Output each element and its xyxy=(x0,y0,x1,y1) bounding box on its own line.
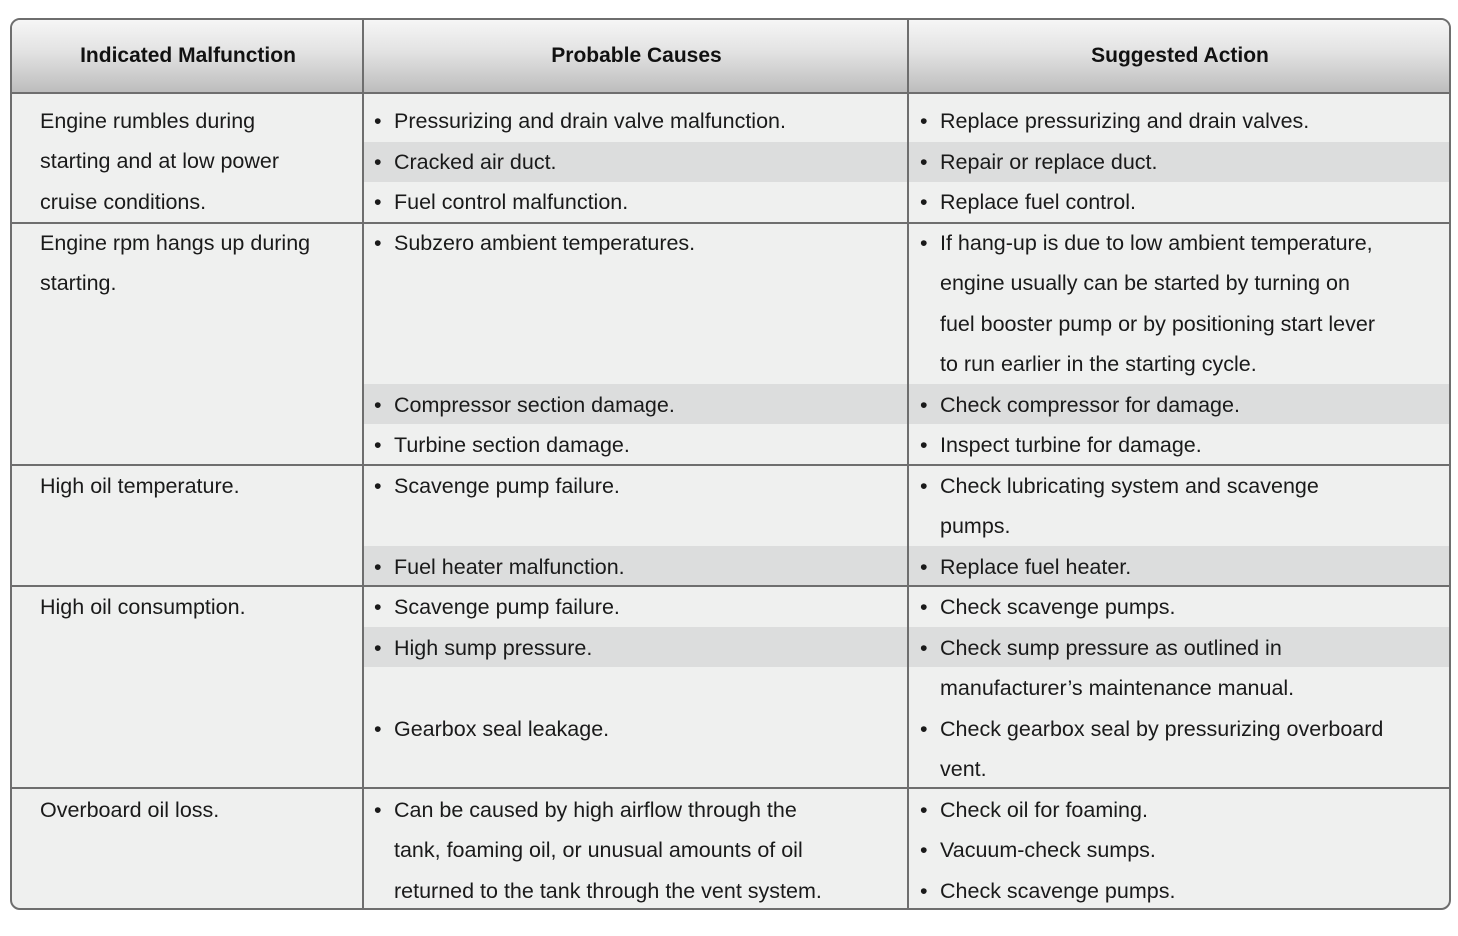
bullet-icon: • xyxy=(374,189,382,214)
bullet-icon: • xyxy=(374,108,382,133)
bullet-icon: • xyxy=(374,473,382,498)
bullet-icon: • xyxy=(374,554,382,579)
malfunction-text: Engine rumbles during xyxy=(40,108,256,133)
bullet-icon: • xyxy=(374,797,382,822)
action-text: Inspect turbine for damage. xyxy=(940,432,1202,457)
cause-text: Fuel control malfunction. xyxy=(394,189,629,214)
bullet-icon: • xyxy=(374,716,382,741)
bullet-icon: • xyxy=(920,230,928,255)
bullet-icon: • xyxy=(920,473,928,498)
action-text: Check scavenge pumps. xyxy=(940,878,1176,903)
cause-text: Scavenge pump failure. xyxy=(394,473,620,498)
troubleshooting-table xyxy=(10,18,1451,910)
action-text: Check scavenge pumps. xyxy=(940,594,1176,619)
cause-text: Pressurizing and drain valve malfunction. xyxy=(394,108,786,133)
bullet-icon: • xyxy=(374,149,382,174)
bullet-icon: • xyxy=(374,230,382,255)
header-probable-causes: Probable Causes xyxy=(551,44,722,67)
bullet-icon: • xyxy=(920,432,928,457)
cause-text: Gearbox seal leakage. xyxy=(394,716,610,741)
action-text: Check oil for foaming. xyxy=(940,797,1148,822)
bullet-icon: • xyxy=(920,108,928,133)
cause-text: High sump pressure. xyxy=(394,635,593,660)
bullet-icon: • xyxy=(920,594,928,619)
column-divider xyxy=(907,20,909,908)
malfunction-text: Engine rpm hangs up during xyxy=(40,230,311,255)
action-text: If hang-up is due to low ambient temperature, xyxy=(940,230,1373,255)
action-text: to run earlier in the starting cycle. xyxy=(940,352,1257,377)
bullet-icon: • xyxy=(920,837,928,862)
column-divider xyxy=(362,20,364,908)
action-text: Check compressor for damage. xyxy=(940,392,1240,417)
malfunction-text: starting. xyxy=(40,271,117,296)
bullet-icon: • xyxy=(920,554,928,579)
action-text: manufacturer’s maintenance manual. xyxy=(940,676,1295,701)
action-text: fuel booster pump or by positioning start lever xyxy=(940,311,1376,336)
table-header-row xyxy=(12,20,1449,94)
bullet-icon: • xyxy=(920,392,928,417)
malfunction-text: High oil consumption. xyxy=(40,594,246,619)
action-text: vent. xyxy=(940,757,987,782)
bullet-icon: • xyxy=(374,635,382,660)
action-text: Replace pressurizing and drain valves. xyxy=(940,108,1310,133)
cause-text: Can be caused by high airflow through the xyxy=(394,797,797,822)
action-text: Vacuum-check sumps. xyxy=(940,837,1156,862)
action-text: engine usually can be started by turning on xyxy=(940,271,1350,296)
action-text: Repair or replace duct. xyxy=(940,149,1158,174)
bullet-icon: • xyxy=(374,392,382,417)
action-text: pumps. xyxy=(940,514,1011,539)
bullet-icon: • xyxy=(920,878,928,903)
bullet-icon: • xyxy=(920,797,928,822)
bullet-icon: • xyxy=(374,594,382,619)
row-divider xyxy=(12,787,1449,789)
bullet-icon: • xyxy=(920,716,928,741)
bullet-icon: • xyxy=(920,149,928,174)
malfunction-text: starting and at low power xyxy=(40,149,280,174)
bullet-icon: • xyxy=(920,635,928,660)
malfunction-text: High oil temperature. xyxy=(40,473,240,498)
bullet-icon: • xyxy=(374,432,382,457)
bullet-icon: • xyxy=(920,189,928,214)
action-text: Replace fuel heater. xyxy=(940,554,1132,579)
cause-text: returned to the tank through the vent system. xyxy=(394,878,822,903)
action-text: Check gearbox seal by pressurizing overboard xyxy=(940,716,1384,741)
malfunction-text: Overboard oil loss. xyxy=(40,797,220,822)
cause-text: Cracked air duct. xyxy=(394,149,557,174)
cause-text: Fuel heater malfunction. xyxy=(394,554,625,579)
cause-text: Scavenge pump failure. xyxy=(394,594,620,619)
cause-text: tank, foaming oil, or unusual amounts of oil xyxy=(394,838,803,863)
header-suggested-action: Suggested Action xyxy=(1091,44,1269,67)
cause-text: Compressor section damage. xyxy=(394,392,675,417)
action-text: Check lubricating system and scavenge xyxy=(940,473,1319,498)
header-indicated-malfunction: Indicated Malfunction xyxy=(80,44,296,67)
action-text: Replace fuel control. xyxy=(940,189,1136,214)
cause-text: Turbine section damage. xyxy=(394,432,630,457)
malfunction-text: cruise conditions. xyxy=(40,189,207,214)
cause-text: Subzero ambient temperatures. xyxy=(394,230,696,255)
action-text: Check sump pressure as outlined in xyxy=(940,635,1282,660)
